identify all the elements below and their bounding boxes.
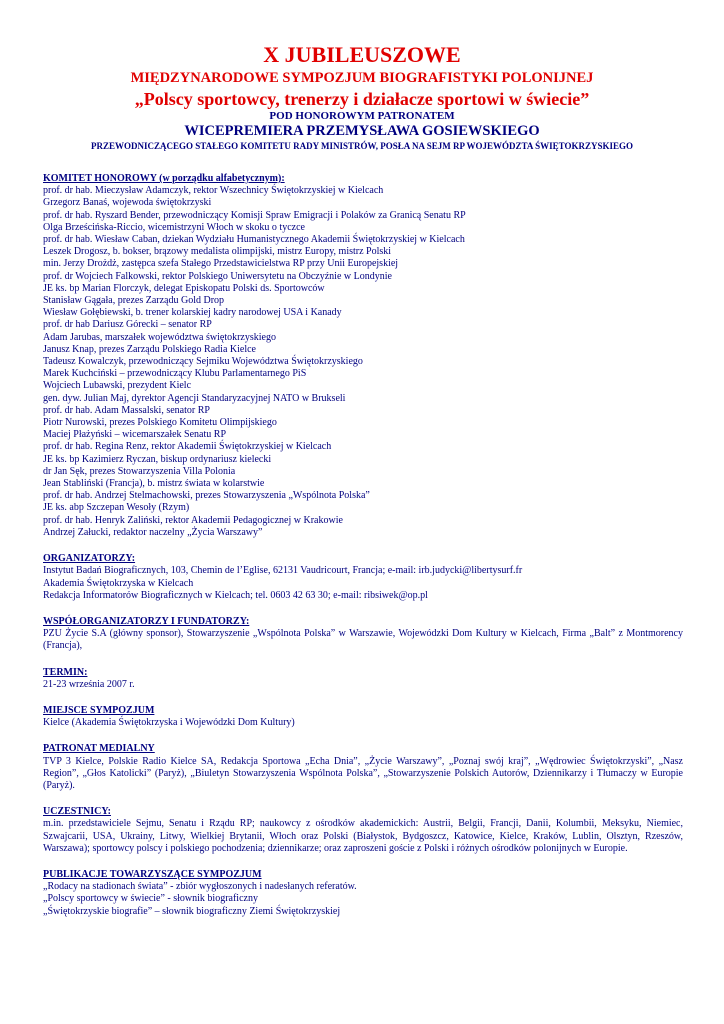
committee-member: JE ks. bp Kazimierz Ryczan, biskup ordynariusz kielecki [43, 453, 272, 465]
committee-member: Adam Jarubas, marszałek województwa świętokrzyskiego [43, 331, 276, 343]
participants-section [43, 806, 683, 855]
venue-section [43, 705, 683, 729]
committee-member: Wojciech Lubawski, prezydent Kielc [43, 380, 192, 392]
committee-member: Tadeusz Kowalczyk, przewodniczący Sejmiku Województwa Świętokrzyskiego [43, 356, 363, 368]
committee-member: JE ks. bp Marian Florczyk, delegat Episkopatu Polski ds. Sportowców [43, 282, 325, 294]
document-subtitle: MIĘDZYNARODOWE SYMPOZJUM BIOGRAFISTYKI POLONIJNEJ [130, 70, 594, 86]
patron-role: PRZEWODNICZĄCEGO STAŁEGO KOMITETU RADY MINISTRÓW, POSŁA NA SEJM RP WOJEWÓDZTA ŚWIĘTOKRZYSKIEGO [90, 141, 634, 151]
committee-member: prof. dr hab. Regina Renz, rektor Akademii Świętokrzyskiej w Kielcach [43, 441, 332, 453]
committee-member: Andrzej Załucki, redaktor naczelny „Życia Warszawy” [43, 526, 263, 538]
committee-member: Wiesław Gołębiewski, b. trener kolarskiej kadry narodowej USA i Kanady [43, 307, 342, 319]
section-heading: KOMITET HONOROWY (w porządku alfabetycznym): [43, 173, 285, 184]
committee-member: JE ks. abp Szczepan Wesoły (Rzym) [43, 502, 190, 514]
patron-name: WICEPREMIERA PRZEMYSŁAWA GOSIEWSKIEGO [184, 123, 540, 139]
committee-member: Maciej Płażyński – wicemarszałek Senatu RP [43, 429, 227, 441]
patronage-label: POD HONOROWYM PATRONATEM [269, 110, 455, 122]
publications-section [43, 869, 683, 918]
section-heading: ORGANIZATORZY: [43, 553, 136, 565]
committee-member: Jean Stabliński (Francja), b. mistrz świata w kolarstwie [43, 478, 265, 490]
section-heading: MIEJSCE SYMPOZJUM [43, 704, 155, 716]
committee-member: prof. dr hab. Mieczysław Adamczyk, rektor Wszechnicy Świętokrzyskiej w Kielcach [43, 185, 384, 197]
organizer-line: Redakcja Informatorów Biograficznych w Kielcach; tel. 0603 42 63 30; e-mail: ribsiwek@op.pl [43, 589, 428, 601]
committee-member: Stanisław Gągała, prezes Zarządu Gold Drop [43, 295, 225, 307]
committee-member: prof. dr hab. Wiesław Caban, dziekan Wydziału Humanistycznego Akademii Świętokrzyskiej w Kielcach [43, 234, 465, 246]
publication-line: „Świętokrzyskie biografie” – słownik biograficzny Ziemi Świętokrzyskiej [43, 905, 341, 917]
committee-member-list [43, 185, 683, 539]
committee-member: prof. dr hab. Adam Massalski, senator RP [43, 404, 210, 416]
section-heading: PUBLIKACJE TOWARZYSZĄCE SYMPOZJUM [43, 868, 262, 880]
committee-member: Olga Brześcińska-Riccio, wicemistrzyni Włoch w skoku o tyczce [43, 221, 305, 233]
committee-member: Marek Kuchciński – przewodniczący Klubu Parlamentarnego PiS [43, 368, 307, 380]
committee-member: dr Jan Sęk, prezes Stowarzyszenia Villa Polonia [43, 465, 236, 477]
media-patronage-section [43, 743, 683, 792]
co-organizers-text: PZU Życie S.A (główny sponsor), Stowarzyszenie „Wspólnota Polska” w Warszawie, Wojewódzki Dom Kultury w Kielcach, Firma „Balt” z Montmorency (Francja), [43, 628, 683, 652]
section-heading: PATRONAT MEDIALNY [43, 743, 155, 755]
term-section [43, 667, 683, 691]
organizers-section [43, 553, 683, 602]
publication-line: „Rodacy na stadionach świata” - zbiór wygłoszonych i nadesłanych referatów. [43, 881, 357, 893]
committee-member: prof. dr Wojciech Falkowski, rektor Polskiego Uniwersytetu na Obczyźnie w Londynie [43, 270, 392, 282]
committee-member: prof. dr hab. Ryszard Bender, przewodniczący Komisji Spraw Emigracji i Polaków za Granicą Senatu RP [43, 209, 466, 221]
section-heading: TERMIN: [43, 666, 88, 678]
section-heading: WSPÓŁORGANIZATORZY I FUNDATORZY: [43, 615, 250, 627]
committee-member: prof. dr hab Dariusz Górecki – senator RP [43, 319, 212, 331]
media-patronage-text: TVP 3 Kielce, Polskie Radio Kielce SA, Redakcja Sportowa „Echa Dnia”, „Życie Warszawy”, „Poznaj swój kraj”, „Wędrowiec Świętokrzyski”, „Nasz Region”, „Głos Katolicki” (Paryż), „Biuletyn Stowarzyszenia Wspólnota Polska”, „Stowarzyszenie Polskich Autorów, Dziennikarzy i Tłumaczy w Europie (Paryż). [43, 755, 683, 791]
committee-member: Janusz Knap, prezes Zarządu Polskiego Radia Kielce [43, 343, 256, 355]
document-title: X JUBILEUSZOWE [263, 42, 461, 67]
committee-member: Leszek Drogosz, b. bokser, brązowy medalista olimpijski, mistrz Europy, mistrz Polski [43, 246, 392, 258]
publication-line: „Polscy sportowcy w świecie” - słownik biograficzny [43, 893, 258, 905]
participants-text: m.in. przedstawiciele Sejmu, Senatu i Rządu RP; naukowcy z ośrodków akademickich: Austrii, Belgii, Francji, Danii, Kolumbii, Meksyku, Niemiec, Szwajcarii, USA, Ukrainy, Litwy, Wielkiej Brytanii, Włoch oraz Polski (Białystok, Bydgoszcz, Katowice, Kielce, Kraków, Lublin, Olsztyn, Rzeszów, Warszawa); sportowcy polscy i polskiego pochodzenia; dziennikarze; oraz zaproszeni goście z Polski i różnych ośrodków polonijnych w Europie. [43, 818, 683, 854]
organizer-line: Akademia Świętokrzyska w Kielcach [43, 577, 194, 589]
committee-member: Grzegorz Banaś, wojewoda świętokrzyski [43, 197, 212, 209]
committee-member: gen. dyw. Julian Maj, dyrektor Agencji Standaryzacyjnej NATO w Brukseli [43, 392, 346, 404]
organizer-line: Instytut Badań Biograficznych, 103, Chemin de l’Eglise, 62131 Vaudricourt, Francja; e-mail: irb.judycki@libertysurf.fr [43, 565, 523, 577]
venue-text: Kielce (Akademia Świętokrzyska i Wojewódzki Dom Kultury) [43, 717, 295, 729]
honorary-committee-section [43, 173, 683, 539]
symposium-theme: „Polscy sportowcy, trenerzy i działacze sportowi w świecie” [134, 89, 590, 109]
committee-member: Piotr Nurowski, prezes Polskiego Komitetu Olimpijskiego [43, 417, 277, 429]
term-date: 21-23 września 2007 r. [43, 678, 135, 690]
document-body [43, 173, 683, 918]
committee-member: prof. dr hab. Henryk Zaliński, rektor Akademii Pedagogicznej w Krakowie [43, 514, 343, 526]
co-organizers-section [43, 616, 683, 653]
section-heading: UCZESTNICY: [43, 806, 111, 818]
committee-member: min. Jerzy Drożdż, zastępca szefa Stałego Przedstawicielstwa RP przy Unii Europejskiej [43, 258, 399, 270]
committee-member: prof. dr hab. Andrzej Stelmachowski, prezes Stowarzyszenia „Wspólnota Polska” [43, 490, 370, 502]
